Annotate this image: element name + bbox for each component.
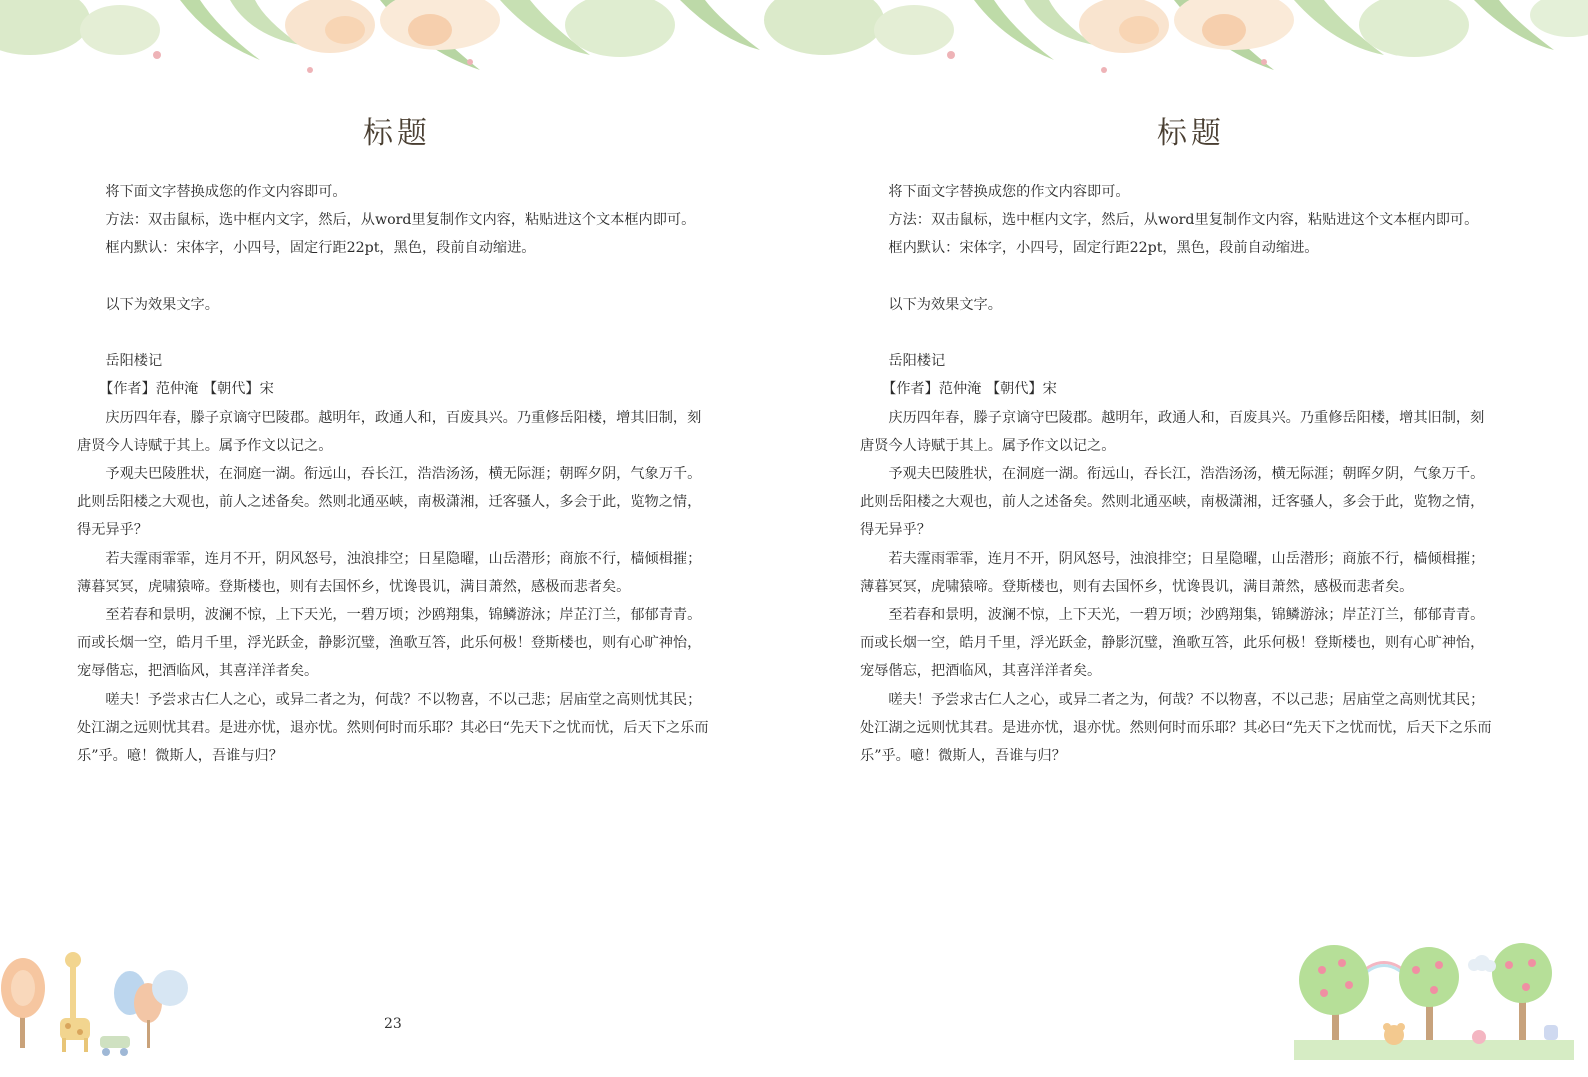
paragraph: 嗟夫！予尝求古仁人之心，或异二者之为，何哉？不以物喜，不以己悲；居庙堂之高则忧其民；处江湖之远则忧其君。是进亦忧，退亦忧。然则何时而乐耶？其必曰“先天下之忧而忧，后天下之乐而乐”乎。噫！微斯人，吾谁与归？ bbox=[77, 691, 709, 765]
paragraph: 以下为效果文字。 bbox=[888, 296, 1002, 313]
paragraph: 将下面文字替换成您的作文内容即可。 bbox=[888, 184, 1130, 200]
essay-title: 岳阳楼记 bbox=[105, 353, 163, 370]
paragraph: 若夫霪雨霏霏，连月不开，阴风怒号，浊浪排空；日星隐曜，山岳潜形；商旅不行，樯倾楫摧；薄暮冥冥，虎啸猿啼。登斯楼也，则有去国怀乡，忧谗畏讥，满目萧然，感极而悲者矣。 bbox=[860, 550, 1485, 595]
blank-line bbox=[77, 319, 713, 347]
paragraph: 庆历四年春，滕子京谪守巴陵郡。越明年，政通人和，百废具兴。乃重修岳阳楼，增其旧制，刻唐贤今人诗赋于其上。属予作文以记之。 bbox=[860, 409, 1485, 454]
paragraph: 嗟夫！予尝求古仁人之心，或异二者之为，何哉？不以物喜，不以己悲；居庙堂之高则忧其民；处江湖之远则忧其君。是进亦忧，退亦忧。然则何时而乐耶？其必曰“先天下之忧而忧，后天下之乐而乐”乎。噫！微斯人，吾谁与归？ bbox=[860, 691, 1492, 765]
paragraph: 若夫霪雨霏霏，连月不开，阴风怒号，浊浪排空；日星隐曜，山岳潜形；商旅不行，樯倾楫摧；薄暮冥冥，虎啸猿啼。登斯楼也，则有去国怀乡，忧谗畏讥，满目萧然，感极而悲者矣。 bbox=[77, 550, 702, 595]
author-line: 【作者】范仲淹 【朝代】宋 bbox=[882, 381, 1057, 398]
essay-text-box[interactable] bbox=[860, 178, 1496, 770]
essay-text-box[interactable] bbox=[77, 178, 713, 770]
page-title: 标题 bbox=[363, 116, 431, 151]
paragraph: 方法：双击鼠标，选中框内文字，然后，从word里复制作文内容，粘贴进这个文本框内即可。 bbox=[105, 212, 696, 229]
paragraph: 至若春和景明，波澜不惊，上下天光，一碧万顷；沙鸥翔集，锦鳞游泳；岸芷汀兰，郁郁青青。而或长烟一空，皓月千里，浮光跃金，静影沉璧，渔歌互答，此乐何极！登斯楼也，则有心旷神怡，宠辱偕忘，把酒临风，其喜洋洋者矣。 bbox=[860, 607, 1485, 680]
author-line: 【作者】范仲淹 【朝代】宋 bbox=[99, 381, 274, 398]
blank-line bbox=[860, 319, 1496, 347]
paragraph: 框内默认：宋体字，小四号，固定行距22pt，黑色，段前自动缩进。 bbox=[105, 240, 536, 257]
paragraph: 方法：双击鼠标，选中框内文字，然后，从word里复制作文内容，粘贴进这个文本框内即可。 bbox=[888, 212, 1479, 229]
page-right bbox=[794, 0, 1588, 1077]
paragraph: 予观夫巴陵胜状，在洞庭一湖。衔远山，吞长江，浩浩汤汤，横无际涯；朝晖夕阴，气象万千。此则岳阳楼之大观也，前人之述备矣。然则北通巫峡，南极潇湘，迁客骚人，多会于此，览物之情，得无异乎？ bbox=[860, 466, 1485, 539]
paragraph: 庆历四年春，滕子京谪守巴陵郡。越明年，政通人和，百废具兴。乃重修岳阳楼，增其旧制，刻唐贤今人诗赋于其上。属予作文以记之。 bbox=[77, 409, 702, 454]
giraffe-trees-illustration bbox=[0, 948, 200, 1058]
essay-title: 岳阳楼记 bbox=[888, 353, 946, 370]
paragraph: 至若春和景明，波澜不惊，上下天光，一碧万顷；沙鸥翔集，锦鳞游泳；岸芷汀兰，郁郁青青。而或长烟一空，皓月千里，浮光跃金，静影沉璧，渔歌互答，此乐何极！登斯楼也，则有心旷神怡，宠辱偕忘，把酒临风，其喜洋洋者矣。 bbox=[77, 607, 702, 680]
paragraph: 将下面文字替换成您的作文内容即可。 bbox=[105, 184, 347, 200]
blank-line bbox=[77, 263, 713, 291]
paragraph: 予观夫巴陵胜状，在洞庭一湖。衔远山，吞长江，浩浩汤汤，横无际涯；朝晖夕阴，气象万千。此则岳阳楼之大观也，前人之述备矣。然则北通巫峡，南极潇湘，迁客骚人，多会于此，览物之情，得无异乎？ bbox=[77, 466, 702, 539]
paragraph: 框内默认：宋体字，小四号，固定行距22pt，黑色，段前自动缩进。 bbox=[888, 240, 1319, 257]
blank-line bbox=[860, 263, 1496, 291]
paragraph: 以下为效果文字。 bbox=[105, 296, 219, 313]
apple-trees-illustration bbox=[1294, 935, 1574, 1060]
page-number: 23 bbox=[384, 1016, 402, 1032]
page-title: 标题 bbox=[1157, 116, 1225, 151]
